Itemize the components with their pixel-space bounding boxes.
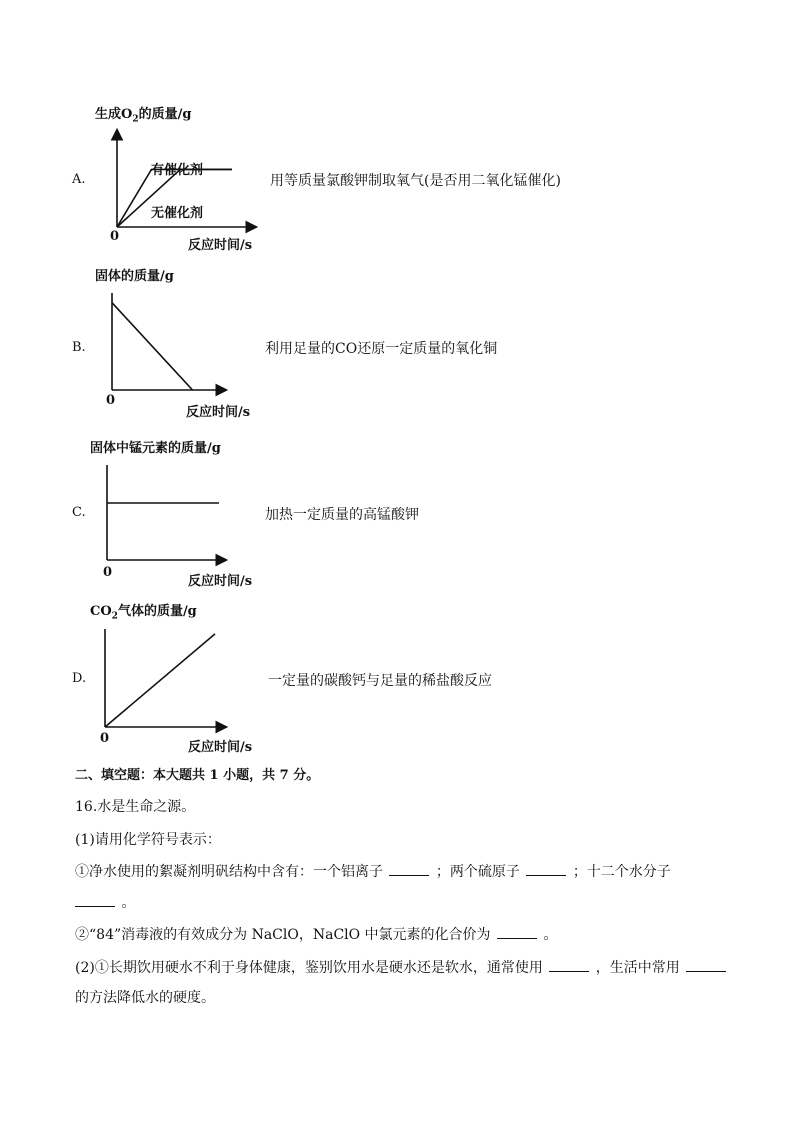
option-a-origin: 0 (110, 229, 120, 244)
line1-text-b: ；两个硫原子 (435, 864, 520, 880)
option-b-curve (112, 303, 193, 390)
option-d-y-axis-title: $CO_2$气体的质量/g (90, 604, 197, 622)
question-line3 (75, 925, 557, 945)
option-a-curve-label-catalyst: 有催化剂 (151, 163, 204, 178)
question-line5: 的方法降低水的硬度。 (75, 990, 215, 1006)
option-c-origin: 0 (103, 565, 113, 580)
option-c-chart (95, 460, 235, 570)
line3-text: ②“84”消毒液的有效成分为 NaClO，NaClO 中氯元素的化合价为 (75, 927, 491, 943)
option-b-origin: 0 (106, 393, 116, 408)
section-heading: 二、填空题：本大题共 1 小题，共 7 分。 (75, 768, 320, 783)
line3-end: 。 (543, 927, 558, 943)
option-c-y-axis-title: 固体中锰元素的质量/g (90, 441, 221, 456)
option-d-origin: 0 (100, 731, 110, 746)
option-d-curve (105, 634, 215, 727)
answer-blank-water-molecules[interactable] (75, 894, 115, 907)
question-stem: 16.水是生命之源。 (75, 799, 196, 815)
answer-blank-sulfur-atoms[interactable] (526, 863, 566, 876)
option-b-description: 利用足量的CO还原一定质量的氧化铜 (265, 341, 498, 357)
option-b-y-axis-title: 固体的质量/g (95, 269, 174, 284)
answer-blank-chlorine-valence[interactable] (497, 926, 537, 939)
option-b-letter: B. (72, 340, 86, 355)
question-part1-intro: (1)请用化学符号表示： (75, 832, 221, 848)
option-a-y-axis-title: 生成$O_2$的质量/g (95, 107, 192, 125)
question-line4 (75, 958, 728, 978)
question-line2 (75, 893, 135, 913)
option-d-description: 一定量的碳酸钙与足量的稀盐酸反应 (268, 673, 492, 689)
option-a-curve-label-no-catalyst: 无催化剂 (151, 206, 204, 221)
option-b-chart (100, 285, 235, 400)
option-b-x-axis-title: 反应时间/s (186, 405, 251, 420)
line2-end: 。 (121, 895, 136, 911)
option-a-description: 用等质量氯酸钾制取氧气(是否用二氧化锰催化) (270, 173, 561, 189)
line4-text-a: (2)①长期饮用硬水不利于身体健康，鉴别饮用水是硬水还是软水，通常使用 (75, 960, 543, 976)
line4-text-b: ，生活中常用 (595, 960, 680, 976)
answer-blank-hard-water-test[interactable] (549, 959, 589, 972)
line1-text-a: ①净水使用的絮凝剂明矾结构中含有：一个铝离子 (75, 864, 383, 880)
question-line1 (75, 862, 671, 882)
option-a-x-axis-title: 反应时间/s (188, 238, 253, 253)
option-c-letter: C. (72, 505, 86, 520)
option-c-description: 加热一定质量的高锰酸钾 (265, 507, 419, 523)
option-d-x-axis-title: 反应时间/s (188, 740, 253, 755)
answer-blank-aluminum-ion[interactable] (389, 863, 429, 876)
option-a-letter: A. (72, 172, 86, 187)
line1-text-c: ；十二个水分子 (572, 864, 671, 880)
answer-blank-softening-method[interactable] (686, 959, 726, 972)
option-c-x-axis-title: 反应时间/s (188, 574, 253, 589)
option-d-chart (95, 625, 235, 735)
option-d-letter: D. (72, 671, 87, 686)
